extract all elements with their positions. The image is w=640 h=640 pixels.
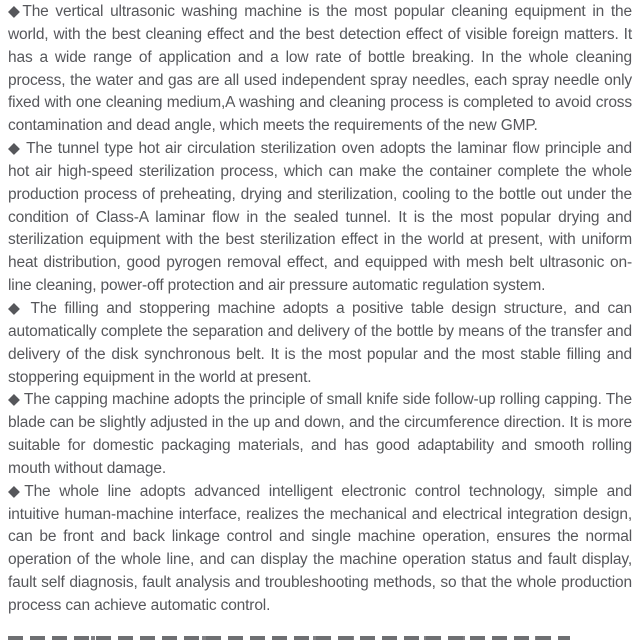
- paragraph-sterilization-oven: ◆ The tunnel type hot air circulation sterilization oven adopts the laminar flow principle and hot air high-speed sterilization process, which can make the container complete the whole production process of preheating, drying and sterilization, cooling to the bottle out under the condition of Class-A laminar flow in the sealed tunnel. It is the most popular drying and sterilization equipment with the best sterilization effect in the world at present, with uniform heat distribution, good pyrogen removal effect, and equipped with mesh belt ultrasonic on-line cleaning, power-off protection and air pressure automatic regulation system.: [8, 140, 632, 295]
- paragraph-control-system: ◆The whole line adopts advanced intelligent electronic control technology, simple and intuitive human-machine interface, realizes the mechanical and electrical integration design, can be front and back linkage control and single machine operation, ensures the normal operation of the whole line, and can display the machine operation status and fault display, fault self diagnosis, fault analysis and troubleshooting methods, so that the whole production process can achieve automatic control.: [8, 482, 632, 614]
- cropped-next-line-sliver: [8, 636, 570, 640]
- paragraph-filling-stoppering-machine: ◆ The filling and stoppering machine adopts a positive table design structure, and can automatically complete the separation and delivery of the bottle by means of the transfer and delivery of the disk synchronous belt. It is the most popular and the most stable filling and stoppering equipment in the world at present.: [8, 299, 632, 386]
- paragraph-washing-machine: ◆The vertical ultrasonic washing machine is the most popular cleaning equipment in the world, with the best cleaning effect and the best detection effect of visible foreign matters. It has a wide range of application and a low rate of bottle breaking. In the whole cleaning process, the water and gas are all used independent spray needles, each spray needle only fixed with one cleaning medium,A washing and cleaning process is completed to avoid cross contamination and dead angle, which meets the requirements of the new GMP.: [8, 3, 632, 135]
- paragraph-capping-machine: ◆ The capping machine adopts the principle of small knife side follow-up rolling capping. The blade can be slightly adjusted in the up and down, and the circumference direction. It is more suitable for domestic packaging materials, and has good adaptability and smooth rolling mouth without damage.: [8, 391, 632, 477]
